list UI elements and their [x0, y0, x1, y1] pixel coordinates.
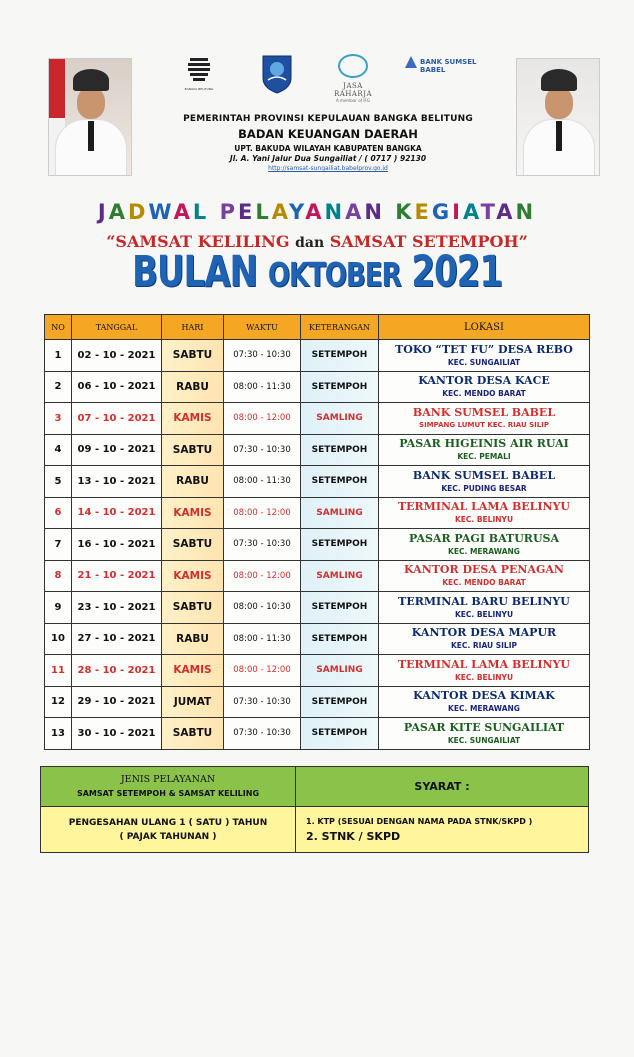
row-waktu: 08:00 - 12:00 — [224, 655, 301, 687]
lokasi-kecamatan: KEC. RIAU SILIP — [451, 641, 517, 651]
row-hari: JUMAT — [162, 686, 224, 718]
jenis-pelayanan-header: JENIS PELAYANAN SAMSAT SETEMPOH & SAMSAT KELILING — [41, 767, 296, 807]
lokasi-name: KANTOR DESA PENAGAN — [404, 563, 564, 577]
row-hari: KAMIS — [162, 560, 224, 592]
row-no: 1 — [45, 340, 72, 372]
lokasi-name: TERMINAL BARU BELINYU — [398, 594, 570, 608]
province-emblem-icon — [260, 54, 294, 94]
lokasi-name: KANTOR DESA MAPUR — [411, 626, 557, 640]
row-tanggal: 02 - 10 - 2021 — [72, 340, 162, 372]
institution-line-3: UPT. BAKUDA WILAYAH KABUPATEN BANGKA — [234, 144, 422, 153]
table-row — [45, 560, 590, 592]
col-header-lokasi: LOKASI — [379, 315, 590, 340]
bank-logo-icon — [404, 54, 418, 70]
col-header-hari: HARI — [162, 315, 224, 340]
lokasi-name: KANTOR DESA KACE — [418, 374, 550, 388]
table-row — [45, 403, 590, 435]
row-tanggal: 21 - 10 - 2021 — [72, 560, 162, 592]
svg-text:BANGKA BELITUNG: BANGKA BELITUNG — [184, 87, 214, 91]
row-tanggal: 16 - 10 - 2021 — [72, 529, 162, 561]
col-header-keterangan: KETERANGAN — [301, 315, 379, 340]
schedule-table — [44, 314, 590, 750]
row-no: 8 — [45, 560, 72, 592]
row-keterangan: SAMLING — [301, 655, 379, 687]
row-waktu: 08:00 - 11:30 — [224, 466, 301, 498]
col-header-no: NO — [45, 315, 72, 340]
row-tanggal: 28 - 10 - 2021 — [72, 655, 162, 687]
lokasi-name: PASAR HIGEINIS AIR RUAI — [399, 437, 569, 451]
row-waktu: 07:30 - 10:30 — [224, 340, 301, 372]
row-no: 10 — [45, 623, 72, 655]
syarat-header: SYARAT : — [296, 767, 589, 807]
row-waktu: 07:30 - 10:30 — [224, 529, 301, 561]
requirements-header-row — [41, 767, 589, 807]
row-keterangan: SETEMPOH — [301, 371, 379, 403]
row-no: 12 — [45, 686, 72, 718]
lokasi-name: KANTOR DESA KIMAK — [413, 689, 555, 703]
row-lokasi — [379, 529, 590, 561]
table-row — [45, 466, 590, 498]
lokasi-kecamatan: KEC. MERAWANG — [448, 546, 520, 556]
row-keterangan: SETEMPOH — [301, 466, 379, 498]
lokasi-name: TERMINAL LAMA BELINYU — [397, 657, 571, 671]
row-no: 2 — [45, 371, 72, 403]
row-keterangan: SETEMPOH — [301, 340, 379, 372]
row-hari: RABU — [162, 466, 224, 498]
requirements-value-row — [41, 807, 589, 853]
row-waktu: 08:00 - 10:30 — [224, 592, 301, 624]
lokasi-kecamatan: KEC. BELINYU — [454, 515, 514, 525]
row-keterangan: SAMLING — [301, 497, 379, 529]
row-no: 9 — [45, 592, 72, 624]
row-keterangan: SAMLING — [301, 560, 379, 592]
lokasi-kecamatan: KEC. SUNGAILIAT — [447, 357, 521, 367]
row-lokasi — [379, 340, 590, 372]
institution-website[interactable]: http://samsat-sungailiat.babelprov.go.id — [268, 165, 388, 172]
row-tanggal: 30 - 10 - 2021 — [72, 718, 162, 750]
row-no: 7 — [45, 529, 72, 561]
row-keterangan: SETEMPOH — [301, 592, 379, 624]
letterhead — [48, 52, 600, 184]
lokasi-kecamatan: KEC. PUDING BESAR — [441, 483, 527, 493]
lokasi-name: PASAR KITE SUNGAILIAT — [403, 720, 565, 734]
row-no: 3 — [45, 403, 72, 435]
table-row — [45, 371, 590, 403]
table-row — [45, 434, 590, 466]
table-row — [45, 340, 590, 372]
lokasi-kecamatan: KEC. PEMALI — [457, 452, 511, 462]
row-lokasi — [379, 655, 590, 687]
row-tanggal: 13 - 10 - 2021 — [72, 466, 162, 498]
lokasi-name: TERMINAL LAMA BELINYU — [397, 500, 571, 514]
row-lokasi — [379, 686, 590, 718]
governor-photo — [48, 58, 132, 176]
month-heading: BULAN OKTOBER 2021 — [132, 247, 502, 297]
row-keterangan: SETEMPOH — [301, 434, 379, 466]
table-row — [45, 686, 590, 718]
row-hari: SABTU — [162, 529, 224, 561]
page-subtitle: “SAMSAT KELILING dan SAMSAT SETEMPOH” — [106, 232, 528, 251]
jasa-raharja-icon — [338, 54, 368, 78]
schedule-body — [45, 340, 590, 750]
row-hari: KAMIS — [162, 403, 224, 435]
row-tanggal: 27 - 10 - 2021 — [72, 623, 162, 655]
table-row — [45, 718, 590, 750]
row-no: 5 — [45, 466, 72, 498]
row-no: 13 — [45, 718, 72, 750]
row-waktu: 08:00 - 12:00 — [224, 560, 301, 592]
institution-line-2: BADAN KEUANGAN DAERAH — [238, 127, 418, 141]
row-no: 11 — [45, 655, 72, 687]
row-lokasi — [379, 623, 590, 655]
requirements-table — [40, 766, 589, 853]
row-keterangan: SAMLING — [301, 403, 379, 435]
row-lokasi — [379, 466, 590, 498]
lokasi-kecamatan: KEC. MENDO BARAT — [442, 578, 526, 588]
row-lokasi — [379, 497, 590, 529]
jenis-pelayanan-value: PENGESAHAN ULANG 1 ( SATU ) TAHUN ( PAJAK TAHUNAN ) — [41, 807, 296, 853]
row-waktu: 08:00 - 12:00 — [224, 497, 301, 529]
row-hari: KAMIS — [162, 655, 224, 687]
table-header-row — [45, 315, 590, 340]
table-row — [45, 529, 590, 561]
row-waktu: 07:30 - 10:30 — [224, 718, 301, 750]
row-keterangan: SETEMPOH — [301, 623, 379, 655]
lokasi-name: PASAR PAGI BATURUSA — [408, 531, 560, 545]
lokasi-name: BANK SUMSEL BABEL — [412, 405, 556, 419]
lokasi-kecamatan: KEC. MENDO BARAT — [442, 389, 526, 399]
row-tanggal: 29 - 10 - 2021 — [72, 686, 162, 718]
lokasi-kecamatan: KEC. BELINYU — [454, 609, 514, 619]
col-header-tanggal: TANGGAL — [72, 315, 162, 340]
row-hari: SABTU — [162, 592, 224, 624]
table-row — [45, 623, 590, 655]
row-keterangan: SETEMPOH — [301, 718, 379, 750]
logo-strip — [168, 54, 488, 106]
page-title: JADWAL PELAYANAN KEGIATAN — [97, 200, 537, 224]
row-hari: RABU — [162, 371, 224, 403]
row-hari: KAMIS — [162, 497, 224, 529]
row-lokasi — [379, 718, 590, 750]
row-waktu: 07:30 - 10:30 — [224, 434, 301, 466]
vice-governor-photo — [516, 58, 600, 176]
row-lokasi — [379, 592, 590, 624]
institution-line-1: PEMERINTAH PROVINSI KEPULAUAN BANGKA BELITUNG — [183, 114, 473, 124]
row-hari: SABTU — [162, 718, 224, 750]
row-tanggal: 23 - 10 - 2021 — [72, 592, 162, 624]
institution-address: Jl. A. Yani Jalur Dua Sungailiat / ( 0717 ) 92130 — [229, 154, 427, 163]
lokasi-name: BANK SUMSEL BABEL — [412, 468, 556, 482]
row-lokasi — [379, 560, 590, 592]
lokasi-name: TOKO “TET FU” DESA REBO — [395, 342, 573, 356]
row-tanggal: 07 - 10 - 2021 — [72, 403, 162, 435]
lokasi-kecamatan: KEC. SUNGAILIAT — [447, 735, 521, 745]
lokasi-kecamatan: KEC. BELINYU — [454, 672, 514, 682]
row-keterangan: SETEMPOH — [301, 686, 379, 718]
row-hari: RABU — [162, 623, 224, 655]
row-lokasi — [379, 371, 590, 403]
row-lokasi — [379, 403, 590, 435]
row-lokasi — [379, 434, 590, 466]
row-waktu: 07:30 - 10:30 — [224, 686, 301, 718]
jasa-raharja-logo: JASA RAHARJA A member of IFG — [328, 54, 378, 100]
syarat-value: 1. KTP (SESUAI DENGAN NAMA PADA STNK/SKPD ) 2. STNK / SKPD — [296, 807, 589, 853]
table-row — [45, 497, 590, 529]
row-tanggal: 06 - 10 - 2021 — [72, 371, 162, 403]
institution-block — [148, 114, 508, 172]
col-header-waktu: WAKTU — [224, 315, 301, 340]
row-waktu: 08:00 - 11:30 — [224, 371, 301, 403]
row-keterangan: SETEMPOH — [301, 529, 379, 561]
bank-sumsel-babel-logo: BANK SUMSEL BABEL — [404, 54, 484, 84]
row-hari: SABTU — [162, 340, 224, 372]
row-waktu: 08:00 - 11:30 — [224, 623, 301, 655]
babel-logo-icon — [184, 54, 214, 94]
lokasi-kecamatan: KEC. MERAWANG — [448, 704, 520, 714]
row-hari: SABTU — [162, 434, 224, 466]
row-tanggal: 09 - 10 - 2021 — [72, 434, 162, 466]
table-row — [45, 592, 590, 624]
row-no: 6 — [45, 497, 72, 529]
lokasi-kecamatan: SIMPANG LUMUT KEC. RIAU SILIP — [419, 420, 549, 429]
row-tanggal: 14 - 10 - 2021 — [72, 497, 162, 529]
row-waktu: 08:00 - 12:00 — [224, 403, 301, 435]
row-no: 4 — [45, 434, 72, 466]
table-row — [45, 655, 590, 687]
